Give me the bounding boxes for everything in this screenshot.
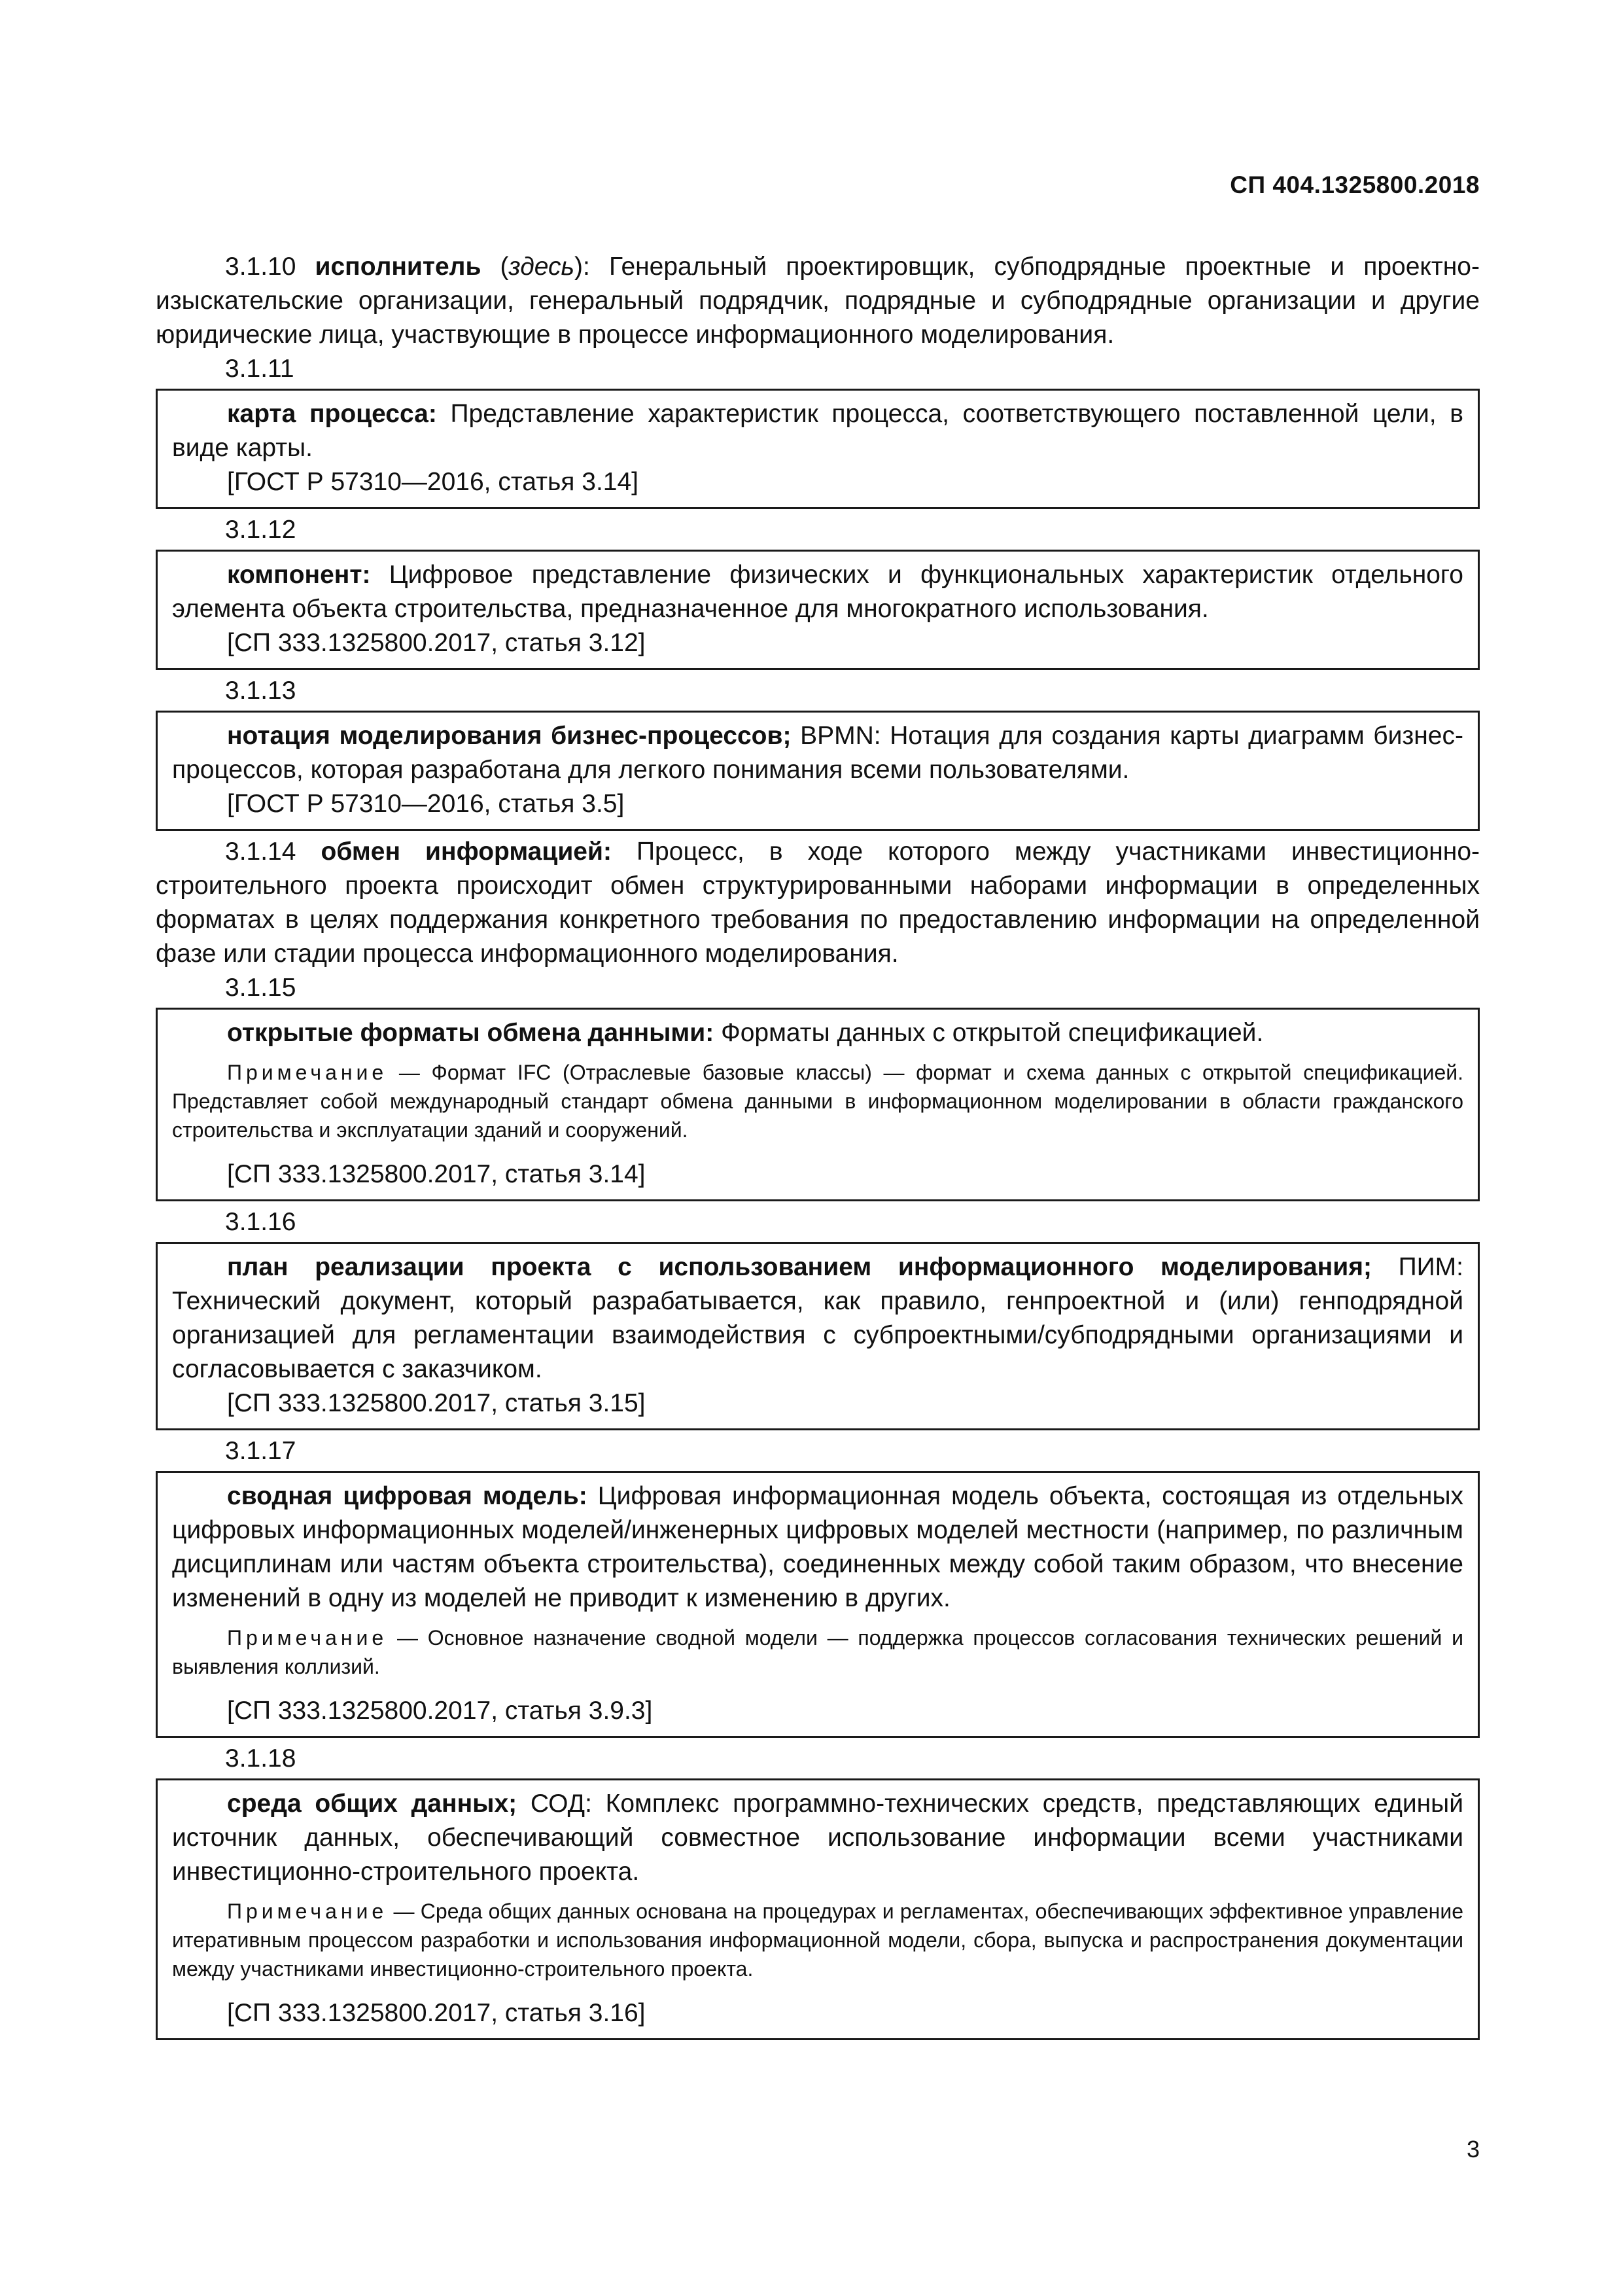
term-definition: Генеральный проектировщик, субподрядные проектные и проектно-изыскательские организации, генеральный подрядчик, подрядные и субподрядные организации и другие юридические лица, участвующие в процессе информационного моделирования.	[156, 253, 1480, 349]
term-note	[172, 1623, 1463, 1681]
definition-text: СОД: Комплекс программно-технических средств, представляющих единый источник данных, обеспечивающий совместное использование информации всеми участниками инвестиционно-строительного проекта.	[172, 1790, 1463, 1886]
term-box-3-1-12	[156, 550, 1480, 670]
terms-content	[156, 250, 1480, 2044]
term-number-3-1-13: 3.1.13	[225, 677, 296, 705]
term-qualifier: здесь	[508, 253, 575, 281]
term-note	[172, 1058, 1463, 1144]
term-3-1-14	[156, 835, 1480, 971]
note-text: — Формат IFC (Отраслевые базовые классы) — формат и схема данных с открытой спецификацией. Представляет собой международный стандарт обмена данными в информационном моделировании в области гражданского строительства и эксплуатации зданий и сооружений.	[172, 1061, 1463, 1142]
definition-text: ПИМ: Технический документ, который разрабатывается, как правило, генпроектной и (или) генподрядной организацией для регламентации взаимодействия с субпроектными/субподрядными организациями и согласовывается с заказчиком.	[172, 1253, 1463, 1383]
definition-text: Цифровое представление физических и функциональных характеристик отдельного элемента объекта строительства, предназначенное для многократного использования.	[172, 561, 1463, 623]
term-source: [СП 333.1325800.2017, статья 3.14]	[227, 1160, 646, 1188]
term-box-3-1-13	[156, 711, 1480, 831]
term-definition: Процесс, в ходе которого между участниками инвестиционно-строительного проекта происходит обмен структурированными наборами информации в определенных форматах в целях поддержания конкретного требования по предоставлению информации на определенной фазе или стадии процесса информационного моделирования.	[156, 838, 1480, 968]
term-title: обмен информацией:	[321, 838, 612, 866]
term-title: план реализации проекта с использованием информационного моделирования;	[227, 1253, 1372, 1281]
page-number: 3	[1466, 2136, 1480, 2163]
note-text: — Основное назначение сводной модели — поддержка процессов согласования технических решений и выявления коллизий.	[172, 1626, 1463, 1678]
term-title: компонент:	[227, 561, 371, 589]
term-definition	[172, 1787, 1463, 1889]
term-number-3-1-16: 3.1.16	[225, 1208, 296, 1236]
term-box-3-1-16	[156, 1242, 1480, 1430]
term-definition	[172, 719, 1463, 787]
term-source: [ГОСТ Р 57310—2016, статья 3.5]	[227, 790, 625, 818]
term-number-3-1-17: 3.1.17	[225, 1437, 296, 1465]
note-label: Примечание	[227, 1626, 388, 1650]
term-number-3-1-18: 3.1.18	[225, 1744, 296, 1773]
note-label: Примечание	[227, 1899, 388, 1923]
note-label: Примечание	[227, 1061, 388, 1084]
term-source: [СП 333.1325800.2017, статья 3.15]	[227, 1389, 646, 1417]
term-source: [ГОСТ Р 57310—2016, статья 3.14]	[227, 468, 638, 496]
definition-text: Форматы данных с открытой спецификацией.	[714, 1019, 1264, 1047]
term-box-3-1-18	[156, 1778, 1480, 2040]
document-code: СП 404.1325800.2018	[1230, 171, 1480, 198]
term-definition	[172, 1016, 1463, 1050]
term-number: 3.1.14	[225, 838, 296, 866]
paren-close: ):	[574, 253, 609, 281]
term-box-3-1-15	[156, 1008, 1480, 1201]
term-title: сводная цифровая модель:	[227, 1482, 587, 1510]
term-source: [СП 333.1325800.2017, статья 3.9.3]	[227, 1697, 653, 1725]
term-box-3-1-17	[156, 1471, 1480, 1738]
term-note	[172, 1897, 1463, 1983]
term-title: нотация моделирования бизнес-процессов;	[227, 722, 792, 750]
term-title: исполнитель	[315, 253, 481, 281]
term-definition	[172, 1479, 1463, 1616]
term-definition	[172, 1250, 1463, 1386]
term-number-3-1-12: 3.1.12	[225, 516, 296, 544]
definition-text: Цифровая информационная модель объекта, состоящая из отдельных цифровых информационных моделей/инженерных цифровых моделей местности (например, по различным дисциплинам или частям объекта строительства), соединенных между собой таким образом, что внесение изменений в одну из моделей не приводит к изменению в других.	[172, 1482, 1463, 1612]
definition-text: BPMN: Нотация для создания карты диаграмм бизнес-процессов, которая разработана для легкого понимания всеми пользователями.	[172, 722, 1463, 784]
term-definition	[172, 397, 1463, 465]
term-number-3-1-15: 3.1.15	[225, 974, 296, 1002]
term-title: карта процесса:	[227, 400, 437, 428]
paren-open: (	[481, 253, 509, 281]
note-text: — Среда общих данных основана на процедурах и регламентах, обеспечивающих эффективное управление итеративным процессом разработки и использования информационной модели, сбора, выпуска и распространения документации между участниками инвестиционно-строительного проекта.	[172, 1899, 1463, 1981]
term-number: 3.1.10	[225, 253, 296, 281]
term-title: открытые форматы обмена данными:	[227, 1019, 714, 1047]
term-source: [СП 333.1325800.2017, статья 3.16]	[227, 1999, 646, 2027]
term-definition	[172, 558, 1463, 626]
term-number-3-1-11: 3.1.11	[225, 355, 294, 383]
term-source: [СП 333.1325800.2017, статья 3.12]	[227, 629, 646, 657]
term-title: среда общих данных;	[227, 1790, 517, 1818]
term-box-3-1-11	[156, 389, 1480, 509]
term-3-1-10	[156, 250, 1480, 352]
definition-text: Представление характеристик процесса, соответствующего поставленной цели, в виде карты.	[172, 400, 1464, 462]
